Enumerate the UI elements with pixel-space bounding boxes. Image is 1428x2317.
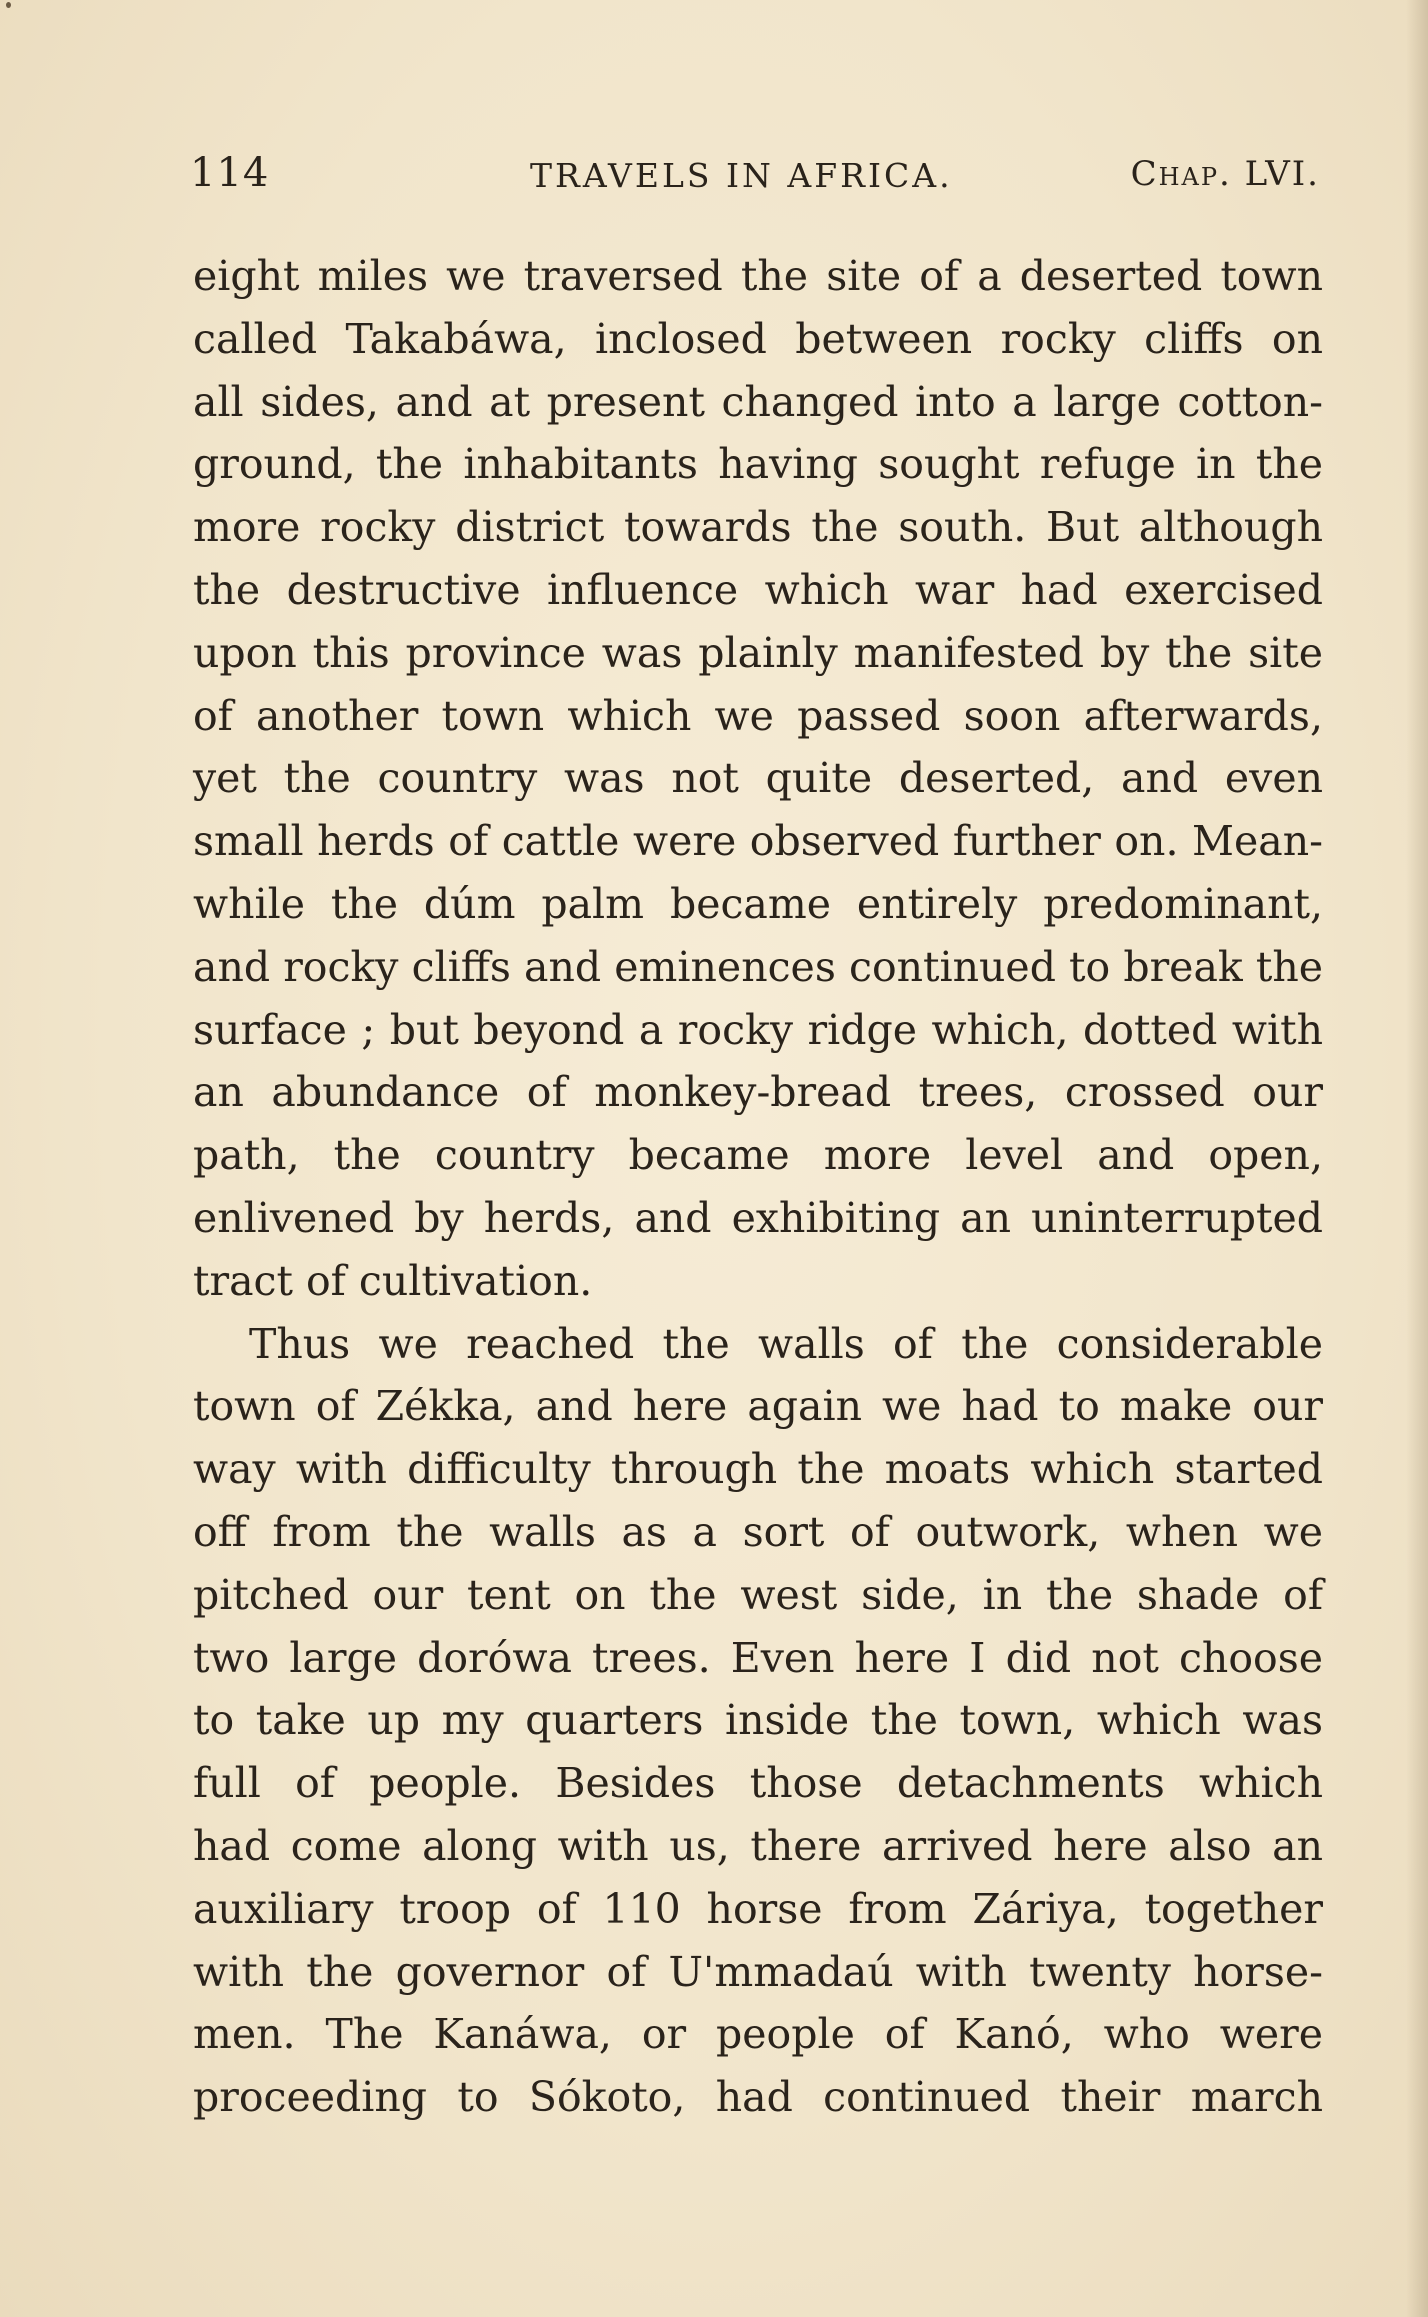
text-line: and rocky cliffs and eminences continued to break the [193, 942, 1323, 991]
text-line: tract of cultivation. [193, 1256, 593, 1305]
text-line: eight miles we traversed the site of a deserted town [193, 252, 1323, 300]
paragraph-2 [193, 1313, 1323, 2129]
ink-speck [6, 2, 11, 8]
text-line: path, the country became more level and open, [193, 1131, 1323, 1180]
text-line: all sides, and at present changed into a large cotton- [193, 377, 1323, 426]
text-line: pitched our tent on the west side, in the shade of [193, 1570, 1323, 1619]
text-line: called Takabáwa, inclosed between rocky cliffs on [193, 314, 1323, 363]
chapter-label: Chap. LVI. [1130, 154, 1320, 194]
text-line: full of people. Besides those detachments which [193, 1759, 1323, 1808]
text-line: two large dorówa trees. Even here I did not choose [193, 1633, 1323, 1682]
text-line: auxiliary troop of 110 horse from Záriya, together [193, 1884, 1323, 1933]
body-text [193, 245, 1323, 2129]
text-line: way with difficulty through the moats which started [193, 1445, 1323, 1494]
text-line: while the dúm palm became entirely predominant, [193, 879, 1323, 928]
text-line: upon this province was plainly manifested by the site [193, 628, 1323, 677]
running-head [190, 150, 1320, 210]
paragraph-1 [193, 245, 1323, 1313]
text-line: ground, the inhabitants having sought refuge in the [193, 440, 1323, 489]
text-line: Thus we reached the walls of the considerable [249, 1319, 1323, 1368]
text-line: town of Zékka, and here again we had to make our [193, 1382, 1323, 1431]
page-edge-shadow [1406, 0, 1428, 2317]
text-line: had come along with us, there arrived here also an [193, 1821, 1323, 1870]
text-line: off from the walls as a sort of outwork, when we [193, 1507, 1323, 1556]
text-line: more rocky district towards the south. But although [193, 503, 1323, 552]
text-line: small herds of cattle were observed further on. Mean- [193, 817, 1323, 866]
text-line: to take up my quarters inside the town, which was [193, 1696, 1323, 1745]
text-line: proceeding to Sókoto, had continued their march [193, 2073, 1323, 2122]
text-line: the destructive influence which war had exercised [193, 565, 1323, 614]
text-line: of another town which we passed soon afterwards, [193, 691, 1323, 740]
running-title: TRAVELS IN AFRICA. [530, 156, 953, 195]
text-line: yet the country was not quite deserted, and even [193, 754, 1323, 803]
text-line: surface ; but beyond a rocky ridge which, dotted with [193, 1005, 1323, 1054]
text-line: an abundance of monkey-bread trees, crossed our [193, 1068, 1323, 1117]
text-line: enlivened by herds, and exhibiting an uninterrupted [193, 1193, 1323, 1242]
text-line: men. The Kanáwa, or people of Kanó, who were [193, 2010, 1323, 2059]
text-line: with the governor of U'mmadaú with twenty horse- [193, 1947, 1323, 1996]
page-number: 114 [190, 150, 270, 196]
